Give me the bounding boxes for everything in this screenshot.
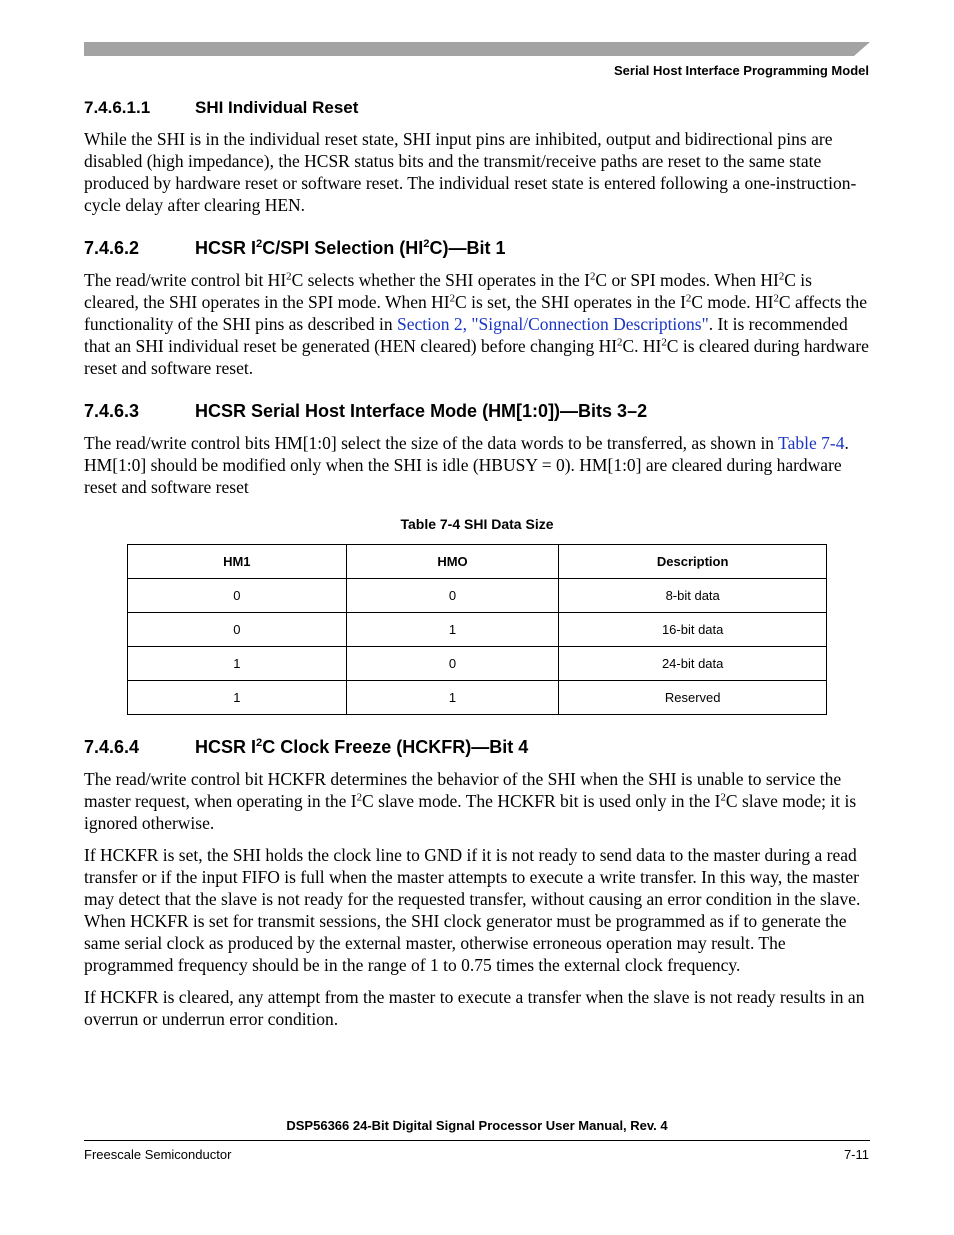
superscript: 2 xyxy=(356,791,363,804)
superscript: 2 xyxy=(661,336,667,349)
text-run: C. HI xyxy=(622,336,662,356)
section-heading-7-4-6-2 xyxy=(84,238,870,259)
title-part: HCSR I xyxy=(195,737,257,757)
superscript: 2 xyxy=(685,292,692,305)
header-bar xyxy=(84,42,870,56)
footer-doc-title: DSP56366 24-Bit Digital Signal Processor User Manual, Rev. 4 xyxy=(286,1118,668,1133)
section-heading-7-4-6-1-1 xyxy=(84,98,870,118)
footer-divider xyxy=(84,1140,870,1141)
superscript: 2 xyxy=(423,238,430,251)
table-cell: 1 xyxy=(346,681,559,715)
text-run: The read/write control bits HM[1:0] select the size of the data words to be transferred, as shown in xyxy=(84,433,779,453)
text-run: . It is recommended that an SHI individual reset be generated (HEN cleared) before changing HI xyxy=(84,314,848,356)
title-part: C/SPI Selection (HI xyxy=(262,238,424,258)
section-number: 7.4.6.3 xyxy=(84,401,140,421)
section-number: 7.4.6.1.1 xyxy=(84,98,151,117)
text-run: The read/write control bit HI xyxy=(84,270,287,290)
header-bar-graphic xyxy=(84,42,870,56)
table-cell: 0 xyxy=(346,579,559,613)
table-cell: 1 xyxy=(128,681,347,715)
title-part: C)—Bit 1 xyxy=(429,238,506,258)
section-2-link[interactable]: Section 2, "Signal/Connection Descriptions" xyxy=(397,314,709,334)
section-heading-7-4-6-4 xyxy=(84,737,870,758)
table-cell: 0 xyxy=(128,579,347,613)
footer-company: Freescale Semiconductor xyxy=(84,1147,232,1162)
running-head: Serial Host Interface Programming Model xyxy=(613,63,869,78)
table-7-4-link[interactable]: Table 7-4 xyxy=(778,433,845,453)
table-cell: 24-bit data xyxy=(559,647,827,681)
table-cell: 1 xyxy=(128,647,347,681)
section-title: HCSR Serial Host Interface Mode (HM[1:0])—Bits 3–2 xyxy=(195,401,648,421)
table-row xyxy=(128,613,827,647)
section-number: 7.4.6.2 xyxy=(84,238,140,258)
table-cell: 0 xyxy=(128,613,347,647)
table-caption: Table 7-4 SHI Data Size xyxy=(400,516,554,532)
superscript: 2 xyxy=(589,270,596,283)
text-run: C or SPI modes. When HI xyxy=(595,270,779,290)
table-cell: Reserved xyxy=(559,681,827,715)
table-cell: 0 xyxy=(346,647,559,681)
superscript: 2 xyxy=(256,238,263,251)
text-run: The read/write control bit HCKFR determines the behavior of the SHI when the SHI is unable to service the master request, when operating in the I xyxy=(84,769,842,811)
paragraph-i2c-spi-selection xyxy=(84,269,870,379)
section-number: 7.4.6.4 xyxy=(84,737,140,757)
paragraph-hckfr-set: If HCKFR is set, the SHI holds the clock line to GND if it is not ready to send data to the master during a read transfer or if the input FIFO is full when the master attempts to execute a write transfer. In this way, the master may detect that the slave is not ready for the requested transfer, without causing an error condition in the slave. When HCKFR is set for transmit sessions, the SHI clock generator must be programmed as if to generate the same serial clock as produced by the external master, otherwise erroneous operation may result. The programmed frequency should be in the range of 1 to 0.75 times the external clock frequency. xyxy=(84,845,861,975)
footer-page-number: 7-11 xyxy=(843,1147,869,1162)
header-hmo: HMO xyxy=(346,545,559,579)
table-row xyxy=(128,681,827,715)
superscript: 2 xyxy=(773,292,779,305)
text-run: C is cleared, the SHI operates in the SPI mode. When HI xyxy=(84,270,812,312)
paragraph-interface-mode xyxy=(84,432,870,498)
section-title: SHI Individual Reset xyxy=(195,98,359,117)
header-description: Description xyxy=(559,545,827,579)
superscript: 2 xyxy=(256,737,263,750)
text-run: C slave mode; it is ignored otherwise. xyxy=(84,791,857,833)
text-run: . HM[1:0] should be modified only when the SHI is idle (HBUSY = 0). HM[1:0] are cleared during hardware reset and software reset xyxy=(84,433,849,497)
superscript: 2 xyxy=(778,270,785,283)
text-run: C slave mode. The HCKFR bit is used only in the I xyxy=(362,791,721,811)
paragraph-hckfr-cleared: If HCKFR is cleared, any attempt from the master to execute a transfer when the slave is not ready results in an overrun or underrun error condition. xyxy=(84,987,865,1029)
text-run: C mode. HI xyxy=(691,292,774,312)
paragraph-individual-reset: While the SHI is in the individual reset state, SHI input pins are inhibited, output and bidirectional pins are disabled (high impedance), the HCSR status bits and the transmit/receive paths are reset to the same state produced by hardware reset or software reset. The individual reset state is entered following a one-instruction-cycle delay after clearing HEN. xyxy=(84,129,857,215)
table-row xyxy=(128,579,827,613)
shi-data-size-table xyxy=(127,544,827,715)
text-run: C affects the functionality of the SHI pins as described in xyxy=(84,292,868,334)
title-part: HCSR I xyxy=(195,238,257,258)
text-run: C is cleared during hardware reset and software reset. xyxy=(84,336,869,378)
header-hm1: HM1 xyxy=(128,545,347,579)
table-cell: 8-bit data xyxy=(559,579,827,613)
table-cell: 16-bit data xyxy=(559,613,827,647)
section-heading-7-4-6-3 xyxy=(84,401,870,422)
superscript: 2 xyxy=(286,270,292,283)
paragraph-clock-freeze-intro xyxy=(84,768,870,834)
text-run: C selects whether the SHI operates in the I xyxy=(291,270,590,290)
page-content xyxy=(84,96,870,1040)
table-row xyxy=(128,647,827,681)
superscript: 2 xyxy=(720,791,726,804)
table-cell: 1 xyxy=(346,613,559,647)
text-run: C is set, the SHI operates in the I xyxy=(455,292,686,312)
title-part: C Clock Freeze (HCKFR)—Bit 4 xyxy=(262,737,529,757)
table-header-row xyxy=(128,545,827,579)
superscript: 2 xyxy=(617,336,623,349)
superscript: 2 xyxy=(449,292,456,305)
